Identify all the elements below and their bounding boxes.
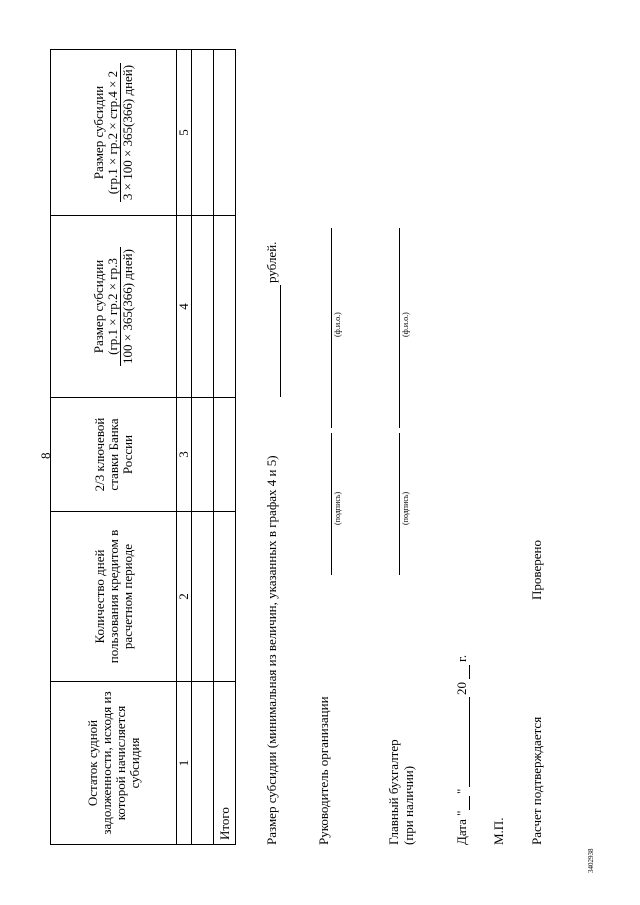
table-cell[interactable] (192, 216, 214, 398)
accountant-name-caption: (ф.и.о.) (401, 312, 410, 337)
table-row (192, 50, 214, 845)
column-number: 4 (177, 216, 192, 398)
total-label: Итого (214, 682, 236, 845)
table-cell[interactable] (214, 512, 236, 682)
formula-5-numerator: (гр.1 × гр.2 × стр.4 × 2 (106, 63, 121, 202)
subsidy-amount-suffix: рублей. (264, 241, 279, 283)
formula-5 (106, 63, 135, 202)
header-debt-balance: Остаток судной задолженности, исходя из которой начисляется субсидия (51, 682, 177, 845)
subsidy-amount-label: Размер субсидии (минимальная из величин, указанных в графах 4 и 5) (264, 455, 279, 845)
director-name-caption: (ф.и.о.) (333, 312, 342, 337)
column-number: 2 (177, 512, 192, 682)
director-signature-caption: (подпись) (333, 491, 342, 525)
column-number: 3 (177, 398, 192, 512)
date-day-field[interactable] (469, 796, 470, 810)
date-prefix: Дата " (454, 810, 469, 845)
table-header-row (51, 50, 177, 845)
formula-4 (106, 247, 135, 366)
column-number: 5 (177, 50, 192, 216)
stamp-label: М.П. (491, 817, 506, 845)
date-year-suffix: г. (454, 654, 469, 662)
column-number-row (177, 50, 192, 845)
header-subsidy-4 (51, 216, 177, 398)
header-subsidy-5 (51, 50, 177, 216)
date-year-field[interactable] (469, 665, 470, 679)
accountant-signature-field[interactable] (399, 433, 400, 575)
document-code: 3402938 (587, 848, 595, 873)
date-month-field[interactable] (469, 697, 470, 787)
table-cell[interactable] (214, 398, 236, 512)
confirmed-label: Расчет подтверждается (529, 716, 544, 845)
director-label: Руководитель организации (316, 696, 331, 845)
header-credit-days: Количество дней пользования кредитом в расчетном периоде (51, 512, 177, 682)
table-cell[interactable] (192, 512, 214, 682)
accountant-name-field[interactable] (399, 228, 400, 428)
table-cell[interactable] (214, 216, 236, 398)
director-name-field[interactable] (331, 228, 332, 428)
accountant-signature-caption: (подпись) (401, 491, 410, 525)
formula-4-denominator: 100 × 365(366) дней) (120, 249, 135, 364)
formula-5-denominator: 3 × 100 × 365(366) дней) (120, 64, 135, 201)
table-cell[interactable] (214, 50, 236, 216)
table-cell[interactable] (192, 398, 214, 512)
total-row (214, 50, 236, 845)
date-quote: " (454, 788, 469, 794)
header-subsidy-5-title: Размер субсидии (91, 85, 106, 180)
subsidy-table (50, 49, 236, 845)
table-cell[interactable] (192, 682, 214, 845)
table-cell[interactable] (192, 50, 214, 216)
formula-4-numerator: (гр.1 × гр.2 × гр.3 (106, 247, 121, 366)
page-number: 8 (38, 452, 53, 459)
date-year-prefix: 20 (454, 682, 469, 695)
header-key-rate: 2/3 ключевой ставки Банка России (51, 398, 177, 512)
accountant-label: Главный бухгалтер (386, 739, 401, 845)
accountant-label-note: (при наличии) (401, 765, 416, 845)
header-subsidy-4-title: Размер субсидии (91, 259, 106, 354)
subsidy-amount-field[interactable] (280, 285, 281, 397)
column-number: 1 (177, 682, 192, 845)
director-signature-field[interactable] (331, 433, 332, 575)
checked-label: Проверено (529, 540, 544, 600)
